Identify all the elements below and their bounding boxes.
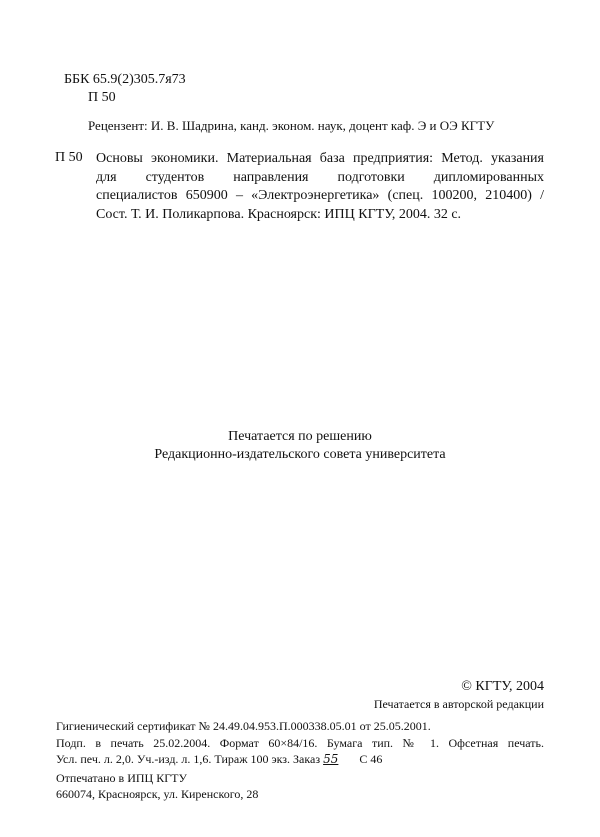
approval-line-1: Печатается по решению: [228, 429, 372, 444]
printer-address: 660074, Красноярск, ул. Киренского, 28: [56, 787, 259, 801]
bibliographic-entry: [96, 150, 544, 224]
entry-line: специалистов 650900 – «Электроэнергетика» (спец. 100200, 210400) /: [96, 188, 544, 203]
hygiene-certificate: Гигиенический сертификат № 24.49.04.953.П.000338.05.01 от 25.05.2001.: [56, 719, 431, 733]
copyright: © КГТУ, 2004: [461, 679, 544, 694]
entry-line: Сост. Т. И. Поликарпова. Красноярск: ИПЦ КГТУ, 2004. 32 с.: [96, 206, 462, 222]
entry-line: Основы экономики. Материальная база предприятия: Метод. указания: [96, 151, 544, 166]
bbk-classification: ББК 65.9(2)305.7я73: [64, 72, 186, 87]
imprint-line-2-text: Усл. печ. л. 2,0. Уч.-изд. л. 1,6. Тираж 100 экз. Заказ: [56, 752, 321, 766]
imprint-line-1: Подп. в печать 25.02.2004. Формат 60×84/16. Бумага тип. № 1. Офсетная печать.: [56, 736, 544, 750]
entry-line: для студентов направления подготовки дипломированных: [96, 169, 544, 185]
imprint-line-2: [56, 752, 544, 767]
author-mark: П 50: [88, 90, 116, 105]
order-number: 55: [323, 752, 339, 766]
reviewer-line: Рецензент: И. В. Шадрина, канд. эконом. наук, доцент каф. Э и ОЭ КГТУ: [88, 118, 495, 133]
approval-line-2: Редакционно-издательского совета университета: [154, 447, 446, 462]
entry-author-mark: П 50: [55, 150, 83, 165]
approval-note: [0, 428, 600, 464]
printed-by: Отпечатано в ИПЦ КГТУ: [56, 771, 187, 785]
imprint-code: С 46: [359, 752, 383, 766]
author-edition-note: Печатается в авторской редакции: [373, 697, 544, 711]
